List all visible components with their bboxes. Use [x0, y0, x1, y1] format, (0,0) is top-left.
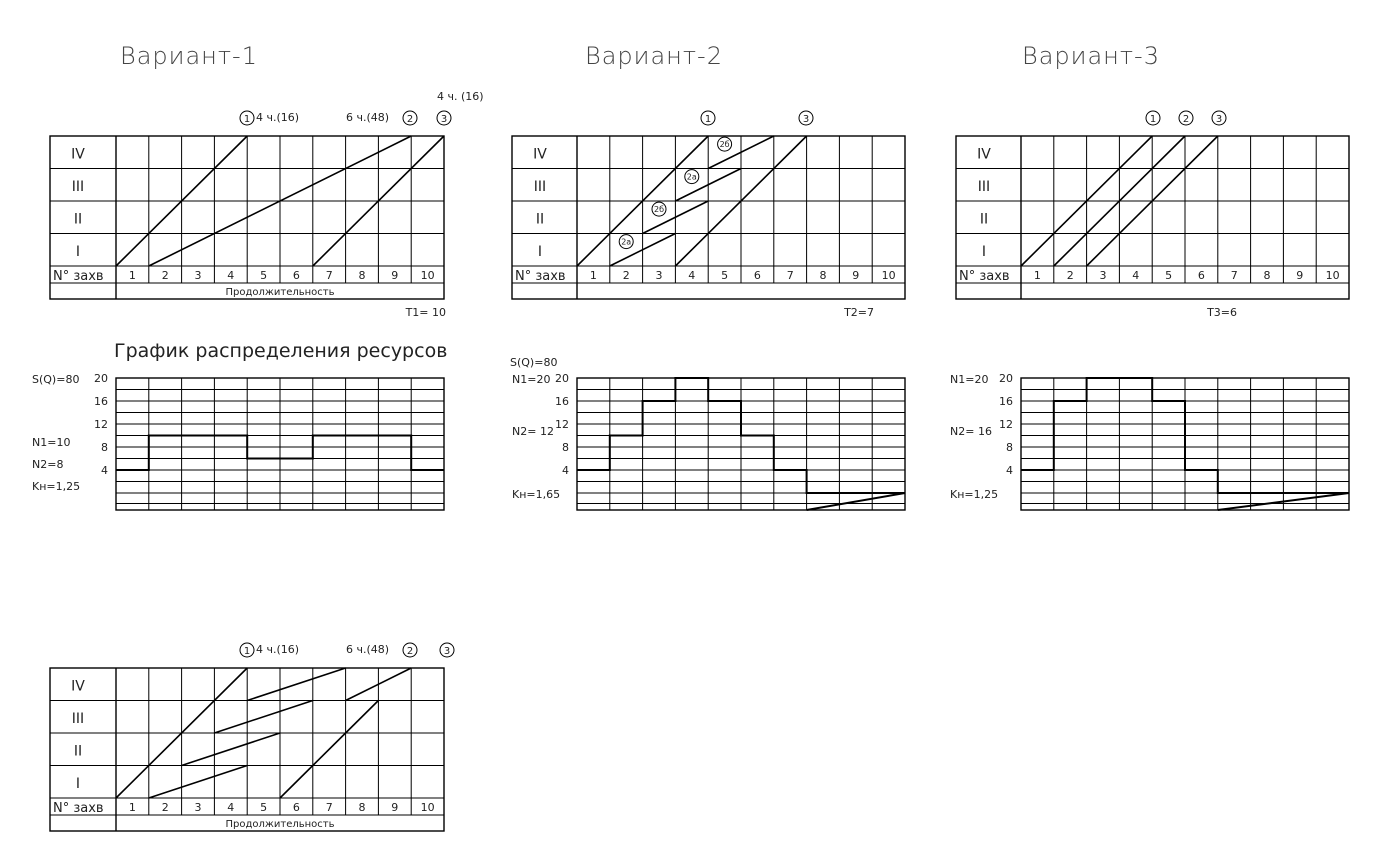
v1-header-label: N° захв	[53, 269, 104, 284]
v1-y-tick: 12	[94, 418, 108, 431]
variant-3-schedule	[956, 136, 1349, 299]
extra-col-number: 1	[128, 801, 136, 814]
extra-work-line	[346, 701, 379, 734]
extra-marker-3-num: 3	[443, 646, 451, 657]
extra-row-label: III	[71, 710, 85, 727]
v2-row-label: III	[533, 178, 547, 195]
v2-label-n1: N1=20	[512, 373, 551, 386]
v1-label-kn: Kн=1,25	[32, 480, 81, 493]
v2-y-tick: 12	[555, 418, 569, 431]
v2-col-number: 2	[622, 269, 630, 282]
v2-marker-3-num: 3	[802, 114, 810, 125]
variant-1-schedule	[50, 136, 444, 299]
extra-col-number: 6	[292, 801, 300, 814]
variant-1-title: Вариант-1	[120, 42, 258, 70]
v2-label-n2: N2= 12	[512, 425, 554, 438]
v1-marker-2-text: 6 ч.(48)	[346, 111, 390, 124]
v3-row-label: IV	[977, 146, 991, 163]
v3-marker-2-num: 2	[1182, 114, 1190, 125]
extra-marker-2	[346, 643, 417, 657]
resource-chart-heading: График распределения ресурсов	[114, 340, 448, 362]
v3-marker-3-num: 3	[1215, 114, 1223, 125]
extra-col-number: 9	[391, 801, 399, 814]
v2-sub-marker-label: 2a	[686, 172, 697, 182]
v1-row-label: II	[73, 211, 83, 228]
variant-2-schedule	[512, 136, 905, 299]
v3-y-tick: 12	[999, 418, 1013, 431]
extra-work-line	[182, 733, 280, 766]
v1-col-number: 10	[420, 269, 435, 282]
v1-marker-2-num: 2	[406, 114, 414, 125]
v2-y-tick: 4	[562, 464, 569, 477]
v2-y-tick: 20	[555, 372, 569, 385]
v3-y-tick: 8	[1006, 441, 1013, 454]
v2-col-number: 4	[688, 269, 696, 282]
v1-y-tick: 8	[101, 441, 108, 454]
v2-col-number: 10	[881, 269, 896, 282]
variant-2-resource-chart	[555, 372, 905, 510]
v1-marker-3	[437, 90, 484, 125]
v1-col-number: 1	[128, 269, 136, 282]
v1-col-number: 6	[292, 269, 300, 282]
v1-row-label: IV	[71, 146, 85, 163]
v3-y-tick: 16	[999, 395, 1013, 408]
v1-col-number: 8	[358, 269, 366, 282]
v1-label-sq: S(Q)=80	[32, 373, 80, 386]
extra-row-label: IV	[71, 678, 85, 695]
v3-marker-1-num: 1	[1149, 114, 1157, 125]
v3-col-number: 1	[1033, 269, 1041, 282]
extra-header-label: N° захв	[53, 801, 104, 816]
v3-label-kn: Kн=1,25	[950, 488, 999, 501]
v2-y-tick: 8	[562, 441, 569, 454]
v2-sub-marker-label: 2б	[719, 140, 730, 150]
variant-3-resource-chart	[999, 372, 1349, 510]
v3-row-label: I	[981, 243, 987, 260]
variant-1-resource-chart	[94, 372, 444, 510]
extra-col-number: 7	[325, 801, 333, 814]
v3-marker-1	[1146, 111, 1160, 125]
v3-col-number: 4	[1132, 269, 1140, 282]
v1-marker-1	[240, 111, 299, 125]
v1-y-tick: 16	[94, 395, 108, 408]
v1-col-number: 5	[260, 269, 268, 282]
v1-y-tick: 4	[101, 464, 108, 477]
variant-3-title: Вариант-3	[1022, 42, 1160, 70]
v3-col-number: 5	[1165, 269, 1173, 282]
v2-col-number: 3	[655, 269, 663, 282]
v1-col-number: 2	[161, 269, 169, 282]
v3-y-tick: 4	[1006, 464, 1013, 477]
extra-col-number: 3	[194, 801, 202, 814]
v3-y-tick: 20	[999, 372, 1013, 385]
v2-y-tick: 16	[555, 395, 569, 408]
v1-duration-label: Продолжительность	[225, 287, 335, 298]
extra-marker-2-num: 2	[406, 646, 414, 657]
v2-col-number: 5	[721, 269, 729, 282]
variant-2-total: T2=7	[844, 306, 874, 319]
v1-y-tick: 20	[94, 372, 108, 385]
v3-col-number: 7	[1230, 269, 1238, 282]
v3-col-number: 2	[1066, 269, 1074, 282]
variant-2-title: Вариант-2	[585, 42, 723, 70]
v2-col-number: 8	[819, 269, 827, 282]
extra-row-label: II	[73, 743, 83, 760]
v3-marker-2	[1179, 111, 1193, 125]
v2-row-label: IV	[533, 146, 547, 163]
v1-marker-3-num: 3	[440, 114, 448, 125]
extra-work-line	[280, 766, 313, 799]
extra-col-number: 5	[260, 801, 268, 814]
extra-marker-1-num: 1	[243, 646, 251, 657]
v1-label-n2: N2=8	[32, 458, 64, 471]
extra-marker-2-text: 6 ч.(48)	[346, 643, 390, 656]
v3-col-number: 10	[1325, 269, 1340, 282]
v2-col-number: 7	[786, 269, 794, 282]
v3-col-number: 3	[1099, 269, 1107, 282]
v1-marker-1-num: 1	[243, 114, 251, 125]
v2-row-label: II	[535, 211, 545, 228]
v2-sub-marker-label: 2б	[653, 205, 665, 215]
extra-marker-1-text: 4 ч.(16)	[256, 643, 300, 656]
extra-col-number: 8	[358, 801, 366, 814]
v3-label-n2: N2= 16	[950, 425, 992, 438]
variant-1-total: T1= 10	[405, 306, 446, 319]
extra-row-label: I	[75, 775, 81, 792]
extra-schedule	[50, 668, 444, 831]
v2-sub-marker-label: 2a	[621, 237, 632, 247]
v3-col-number: 8	[1263, 269, 1271, 282]
v2-marker-1-num: 1	[704, 114, 712, 125]
v2-col-number: 6	[753, 269, 761, 282]
extra-work-line	[313, 733, 346, 766]
extra-work-line	[247, 668, 345, 701]
v3-row-label: III	[977, 178, 991, 195]
extra-work-line	[149, 766, 247, 799]
extra-work-line	[214, 701, 312, 734]
extra-col-number: 10	[420, 801, 435, 814]
extra-col-number: 4	[227, 801, 235, 814]
v1-row-label: I	[75, 243, 81, 260]
v1-col-number: 9	[391, 269, 399, 282]
v3-header-label: N° захв	[959, 269, 1010, 284]
v2-label-sq: S(Q)=80	[510, 356, 558, 369]
v3-col-number: 6	[1197, 269, 1205, 282]
v1-col-number: 4	[227, 269, 235, 282]
variant-3-total: T3=6	[1207, 306, 1237, 319]
v3-row-label: II	[979, 211, 989, 228]
extra-marker-1	[240, 643, 299, 657]
v2-label-kn: Kн=1,65	[512, 488, 561, 501]
v1-row-label: III	[71, 178, 85, 195]
extra-marker-3	[440, 643, 454, 657]
v3-marker-3	[1212, 111, 1226, 125]
v1-label-n1: N1=10	[32, 436, 71, 449]
extra-col-number: 2	[161, 801, 169, 814]
v2-row-label: I	[537, 243, 543, 260]
v2-col-number: 1	[589, 269, 597, 282]
v2-header-label: N° захв	[515, 269, 566, 284]
v1-col-number: 3	[194, 269, 202, 282]
v3-label-n1: N1=20	[950, 373, 989, 386]
extra-duration-label: Продолжительность	[225, 819, 335, 830]
v1-marker-2	[346, 111, 417, 125]
v1-marker-1-text: 4 ч.(16)	[256, 111, 300, 124]
v1-marker-3-text: 4 ч. (16)	[437, 90, 484, 103]
v2-col-number: 9	[852, 269, 860, 282]
v3-col-number: 9	[1296, 269, 1304, 282]
v1-col-number: 7	[325, 269, 333, 282]
v2-marker-3	[799, 111, 813, 125]
v2-marker-1	[701, 111, 715, 125]
